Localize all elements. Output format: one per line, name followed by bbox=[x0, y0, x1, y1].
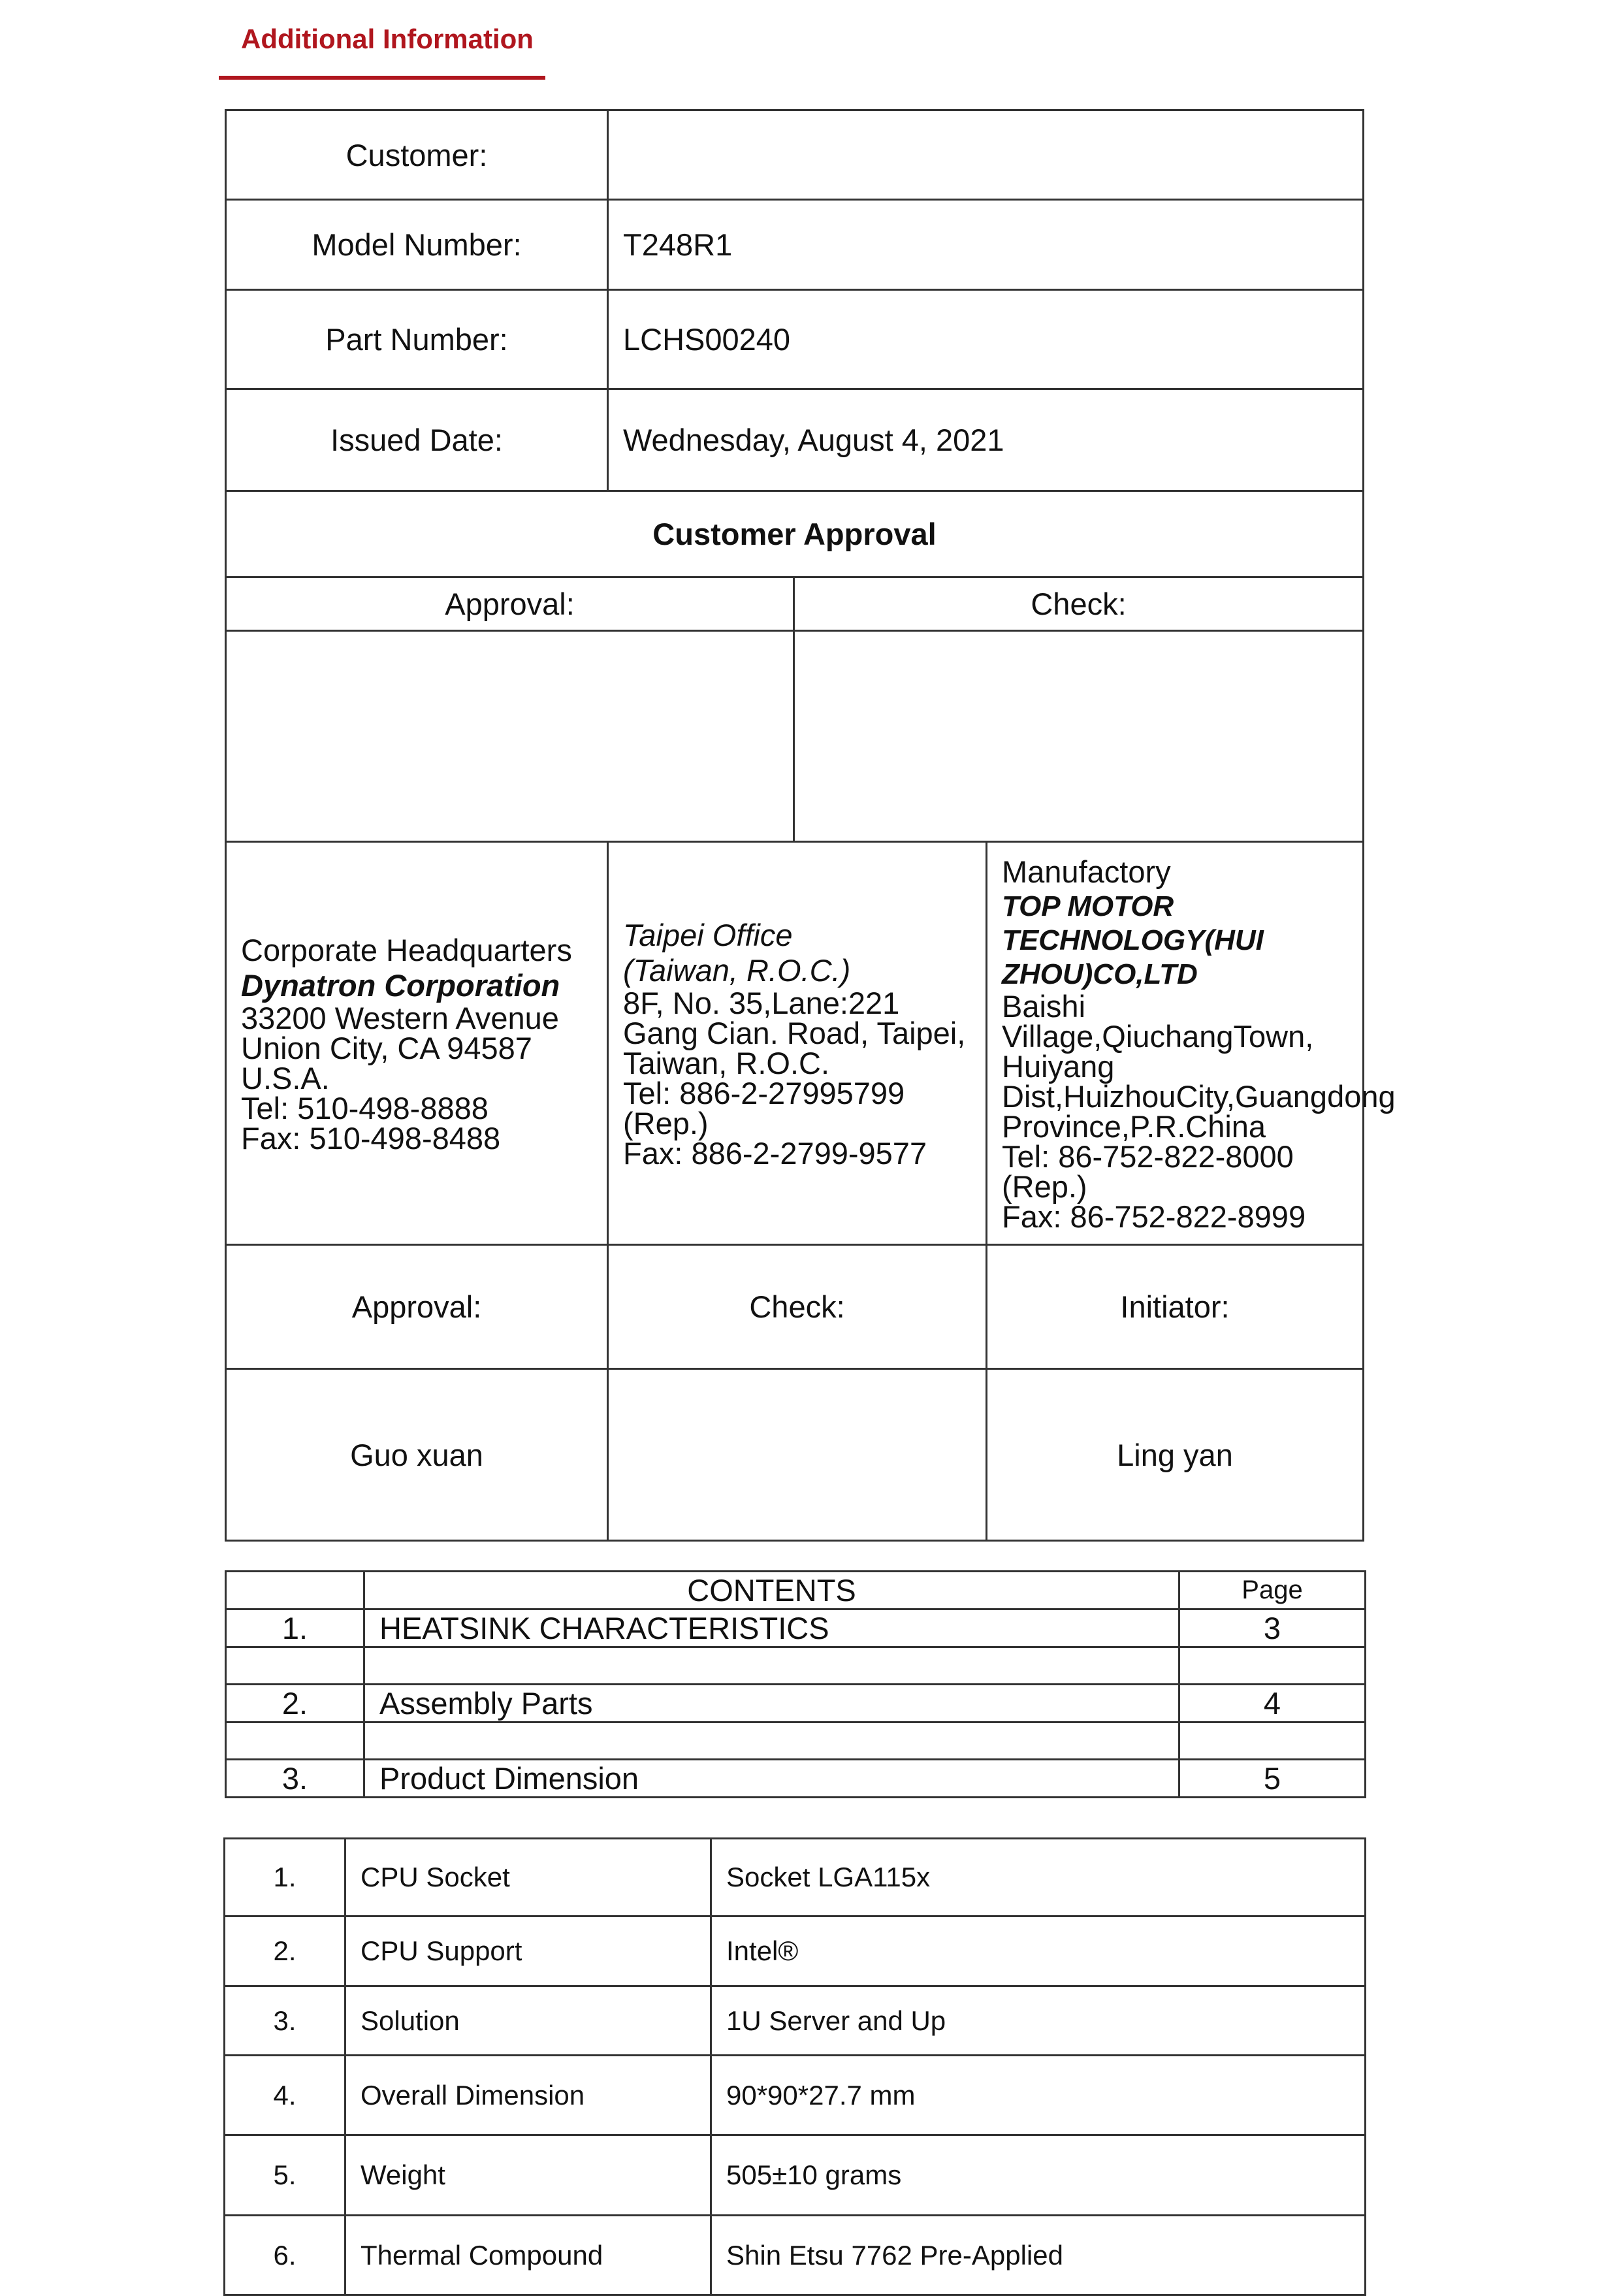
customer-approval-signature-box bbox=[226, 631, 794, 842]
initiator-label: Initiator: bbox=[987, 1245, 1364, 1369]
factory-line: Fax: 86-752-822-8999 bbox=[1002, 1199, 1306, 1234]
contents-spacer bbox=[364, 1647, 1179, 1685]
spec-num: 2. bbox=[225, 1916, 345, 1986]
taipei-line: Gang Cian. Road, Taipei, bbox=[623, 1016, 966, 1050]
factory-company-line: ZHOU)CO,LTD bbox=[1002, 958, 1198, 990]
customer-check-signature-box bbox=[794, 631, 1364, 842]
customer-approval-label: Approval: bbox=[226, 577, 794, 631]
contents-title: CONTENTS bbox=[364, 1572, 1179, 1609]
customer-approval-title: Customer Approval bbox=[226, 491, 1364, 577]
spec-row bbox=[225, 2216, 1366, 2295]
model-number-value: T248R1 bbox=[608, 200, 1364, 290]
tab-label: Additional Information bbox=[241, 24, 534, 54]
contents-item-title[interactable]: Assembly Parts bbox=[364, 1685, 1179, 1722]
factory-line: Province,P.R.China bbox=[1002, 1109, 1266, 1144]
contents-item-title[interactable]: HEATSINK CHARACTERISTICS bbox=[364, 1609, 1179, 1647]
issued-date-label: Issued Date: bbox=[226, 389, 608, 491]
part-number-label: Part Number: bbox=[226, 290, 608, 389]
factory-line: Dist,HuizhouCity,Guangdong bbox=[1002, 1079, 1396, 1114]
spec-num: 3. bbox=[225, 1986, 345, 2056]
spec-row bbox=[225, 1839, 1366, 1916]
factory-company-line: TOP MOTOR bbox=[1002, 890, 1174, 922]
contents-num: 1. bbox=[226, 1609, 364, 1647]
spec-value: Shin Etsu 7762 Pre-Applied bbox=[711, 2216, 1366, 2295]
spec-value: Intel® bbox=[711, 1916, 1366, 1986]
hq-line: Union City, CA 94587 bbox=[241, 1031, 532, 1065]
taipei-heading: Taipei Office bbox=[623, 918, 793, 952]
check-name bbox=[608, 1369, 987, 1541]
contents-num-header bbox=[226, 1572, 364, 1609]
factory-line: Baishi Village,QiuchangTown, bbox=[1002, 989, 1314, 1054]
spec-name: CPU Support bbox=[345, 1916, 711, 1986]
approval-name: Guo xuan bbox=[226, 1369, 608, 1541]
contents-spacer bbox=[226, 1647, 364, 1685]
spec-table bbox=[223, 1837, 1366, 2296]
hq-line: Tel: 510-498-8888 bbox=[241, 1091, 489, 1125]
spec-value: 90*90*27.7 mm bbox=[711, 2056, 1366, 2135]
hq-address-block bbox=[226, 842, 608, 1245]
contents-spacer bbox=[1179, 1722, 1366, 1760]
check-label: Check: bbox=[608, 1245, 987, 1369]
factory-line: Huiyang bbox=[1002, 1049, 1115, 1084]
spec-name: Weight bbox=[345, 2135, 711, 2216]
contents-num: 3. bbox=[226, 1760, 364, 1798]
contents-table bbox=[225, 1570, 1366, 1798]
taipei-line: Tel: 886-2-27995799 (Rep.) bbox=[623, 1076, 905, 1140]
contents-spacer bbox=[1179, 1647, 1366, 1685]
contents-page: 3 bbox=[1179, 1609, 1366, 1647]
factory-address-block bbox=[987, 842, 1396, 1245]
part-number-value: LCHS00240 bbox=[608, 290, 1364, 389]
spec-row bbox=[225, 2056, 1366, 2135]
hq-heading: Corporate Headquarters bbox=[241, 933, 572, 967]
contents-row[interactable] bbox=[226, 1685, 1366, 1722]
contents-row[interactable] bbox=[226, 1609, 1366, 1647]
contents-num: 2. bbox=[226, 1685, 364, 1722]
initiator-name: Ling yan bbox=[987, 1369, 1364, 1541]
contents-row[interactable] bbox=[226, 1760, 1366, 1798]
spec-num: 6. bbox=[225, 2216, 345, 2295]
model-number-label: Model Number: bbox=[226, 200, 608, 290]
spec-num: 5. bbox=[225, 2135, 345, 2216]
customer-label: Customer: bbox=[226, 110, 608, 200]
contents-spacer bbox=[226, 1722, 364, 1760]
spec-name: Solution bbox=[345, 1986, 711, 2056]
spec-name: Thermal Compound bbox=[345, 2216, 711, 2295]
spec-name: CPU Socket bbox=[345, 1839, 711, 1916]
hq-line: U.S.A. bbox=[241, 1061, 330, 1095]
spec-value: Socket LGA115x bbox=[711, 1839, 1366, 1916]
spec-value: 1U Server and Up bbox=[711, 1986, 1366, 2056]
spec-row bbox=[225, 1916, 1366, 1986]
factory-line: Tel: 86-752-822-8000 (Rep.) bbox=[1002, 1139, 1294, 1204]
spec-value: 505±10 grams bbox=[711, 2135, 1366, 2216]
factory-company-line: TECHNOLOGY(HUI bbox=[1002, 924, 1264, 956]
hq-company: Dynatron Corporation bbox=[241, 968, 560, 1003]
customer-check-label: Check: bbox=[794, 577, 1364, 631]
info-table bbox=[225, 109, 1396, 1542]
taipei-subheading: (Taiwan, R.O.C.) bbox=[623, 953, 851, 988]
spec-name: Overall Dimension bbox=[345, 2056, 711, 2135]
contents-page: 4 bbox=[1179, 1685, 1366, 1722]
hq-line: Fax: 510-498-8488 bbox=[241, 1121, 501, 1156]
spec-num: 1. bbox=[225, 1839, 345, 1916]
issued-date-value: Wednesday, August 4, 2021 bbox=[608, 389, 1364, 491]
additional-information-tab[interactable] bbox=[219, 18, 545, 80]
contents-spacer bbox=[364, 1722, 1179, 1760]
contents-page-header: Page bbox=[1179, 1572, 1366, 1609]
factory-heading: Manufactory bbox=[1002, 854, 1171, 889]
customer-value bbox=[608, 110, 1364, 200]
taipei-line: Taiwan, R.O.C. bbox=[623, 1046, 830, 1080]
hq-line: 33200 Western Avenue bbox=[241, 1001, 559, 1035]
approval-label: Approval: bbox=[226, 1245, 608, 1369]
taipei-line: Fax: 886-2-2799-9577 bbox=[623, 1136, 927, 1171]
contents-page: 5 bbox=[1179, 1760, 1366, 1798]
spec-num: 4. bbox=[225, 2056, 345, 2135]
spec-row bbox=[225, 1986, 1366, 2056]
taipei-line: 8F, No. 35,Lane:221 bbox=[623, 986, 900, 1020]
contents-item-title[interactable]: Product Dimension bbox=[364, 1760, 1179, 1798]
spec-row bbox=[225, 2135, 1366, 2216]
taipei-address-block bbox=[608, 842, 987, 1245]
